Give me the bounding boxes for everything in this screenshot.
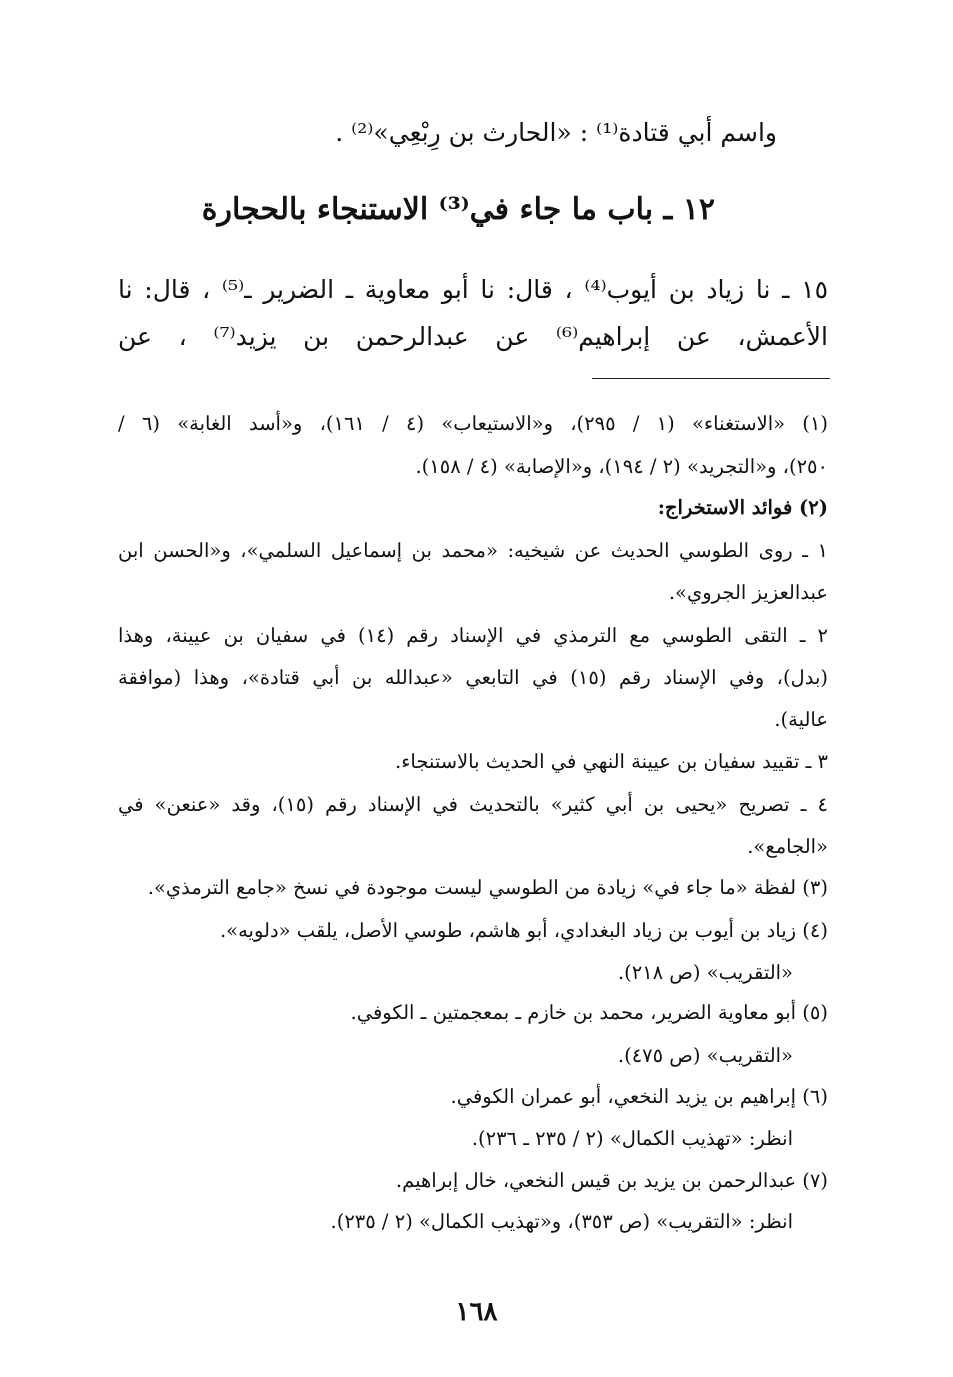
chapter-heading: ١٢ ـ باب ما جاء في⁽³⁾ الاستنجاء بالحجارة xyxy=(201,192,715,227)
footnote-5-line-1: (٥) أبو معاوية الضرير، محمد بن خازم ـ بمعجمتين ـ الكوفي. xyxy=(350,1001,828,1024)
footnote-2-item-2-line-3: عالية). xyxy=(774,708,828,731)
footnote-6-line-2: انظر: «تهذيب الكمال» (٢ / ٢٣٥ ـ ٢٣٦). xyxy=(471,1127,793,1150)
footnote-6-line-1: (٦) إبراهيم بن يزيد النخعي، أبو عمران الكوفي. xyxy=(450,1085,828,1108)
footnote-2-item-1-line-1: ١ ـ روى الطوسي الحديث عن شيخيه: «محمد بن إسماعيل السلمي»، و«الحسن ابن xyxy=(118,539,828,562)
footnote-separator xyxy=(592,378,830,379)
hadith-line-2: الأعمش، عن إبراهيم⁽⁶⁾ عن عبدالرحمن بن يزيد⁽⁷⁾ ، عن xyxy=(118,322,828,351)
footnote-2-item-3: ٣ ـ تقييد سفيان بن عيينة النهي في الحديث بالاستنجاء. xyxy=(395,750,828,773)
hadith-line-1: ١٥ ـ نا زياد بن أيوب⁽⁴⁾ ، قال: نا أبو معاوية ـ الضرير ـ⁽⁵⁾ ، قال: نا xyxy=(118,275,828,304)
footnote-4-line-2: «التقريب» (ص ٢١٨). xyxy=(617,961,793,984)
intro-line: واسم أبي قتادة⁽¹⁾ : «الحارث بن رِبْعِي»⁽²⁾ . xyxy=(335,118,777,147)
footnote-7-line-2: انظر: «التقريب» (ص ٣٥٣)، و«تهذيب الكمال» (٢ / ٢٣٥). xyxy=(330,1210,793,1233)
footnote-7-line-1: (٧) عبدالرحمن بن يزيد بن قيس النخعي، خال إبراهيم. xyxy=(395,1169,828,1192)
footnote-1-line-1: (١) «الاستغناء» (١ / ٢٩٥)، و«الاستيعاب» (٤ / ١٦١)، و«أسد الغابة» (٦ / xyxy=(118,412,829,435)
page-number: ١٦٨ xyxy=(455,1297,498,1327)
footnote-4-line-1: (٤) زياد بن أيوب بن زياد البغدادي، أبو هاشم، طوسي الأصل، يلقب «دلويه». xyxy=(219,919,828,942)
footnote-2-title: (٢) فوائد الاستخراج: xyxy=(657,496,828,519)
footnote-2-item-4-line-2: «الجامع». xyxy=(747,835,828,858)
footnote-2-item-2-line-1: ٢ ـ التقى الطوسي مع الترمذي في الإسناد رقم (١٤) في سفيان بن عيينة، وهذا xyxy=(118,624,829,647)
footnote-2-item-1-line-2: عبدالعزيز الجروي». xyxy=(668,581,828,604)
footnote-3: (٣) لفظة «ما جاء في» زيادة من الطوسي ليست موجودة في نسخ «جامع الترمذي». xyxy=(147,876,828,899)
footnote-2-item-4-line-1: ٤ ـ تصريح «يحيى بن أبي كثير» بالتحديث في الإسناد رقم (١٥)، وقد «عنعن» في xyxy=(118,793,828,816)
footnote-1-line-2: ٢٥٠)، و«التجريد» (٢ / ١٩٤)، و«الإصابة» (٤ / ١٥٨). xyxy=(415,455,828,478)
footnote-5-line-2: «التقريب» (ص ٤٧٥). xyxy=(617,1044,793,1067)
footnote-2-item-2-line-2: (بدل)، وفي الإسناد رقم (١٥) في التابعي «عبدالله بن أبي قتادة»، وهذا (موافقة xyxy=(118,666,828,689)
